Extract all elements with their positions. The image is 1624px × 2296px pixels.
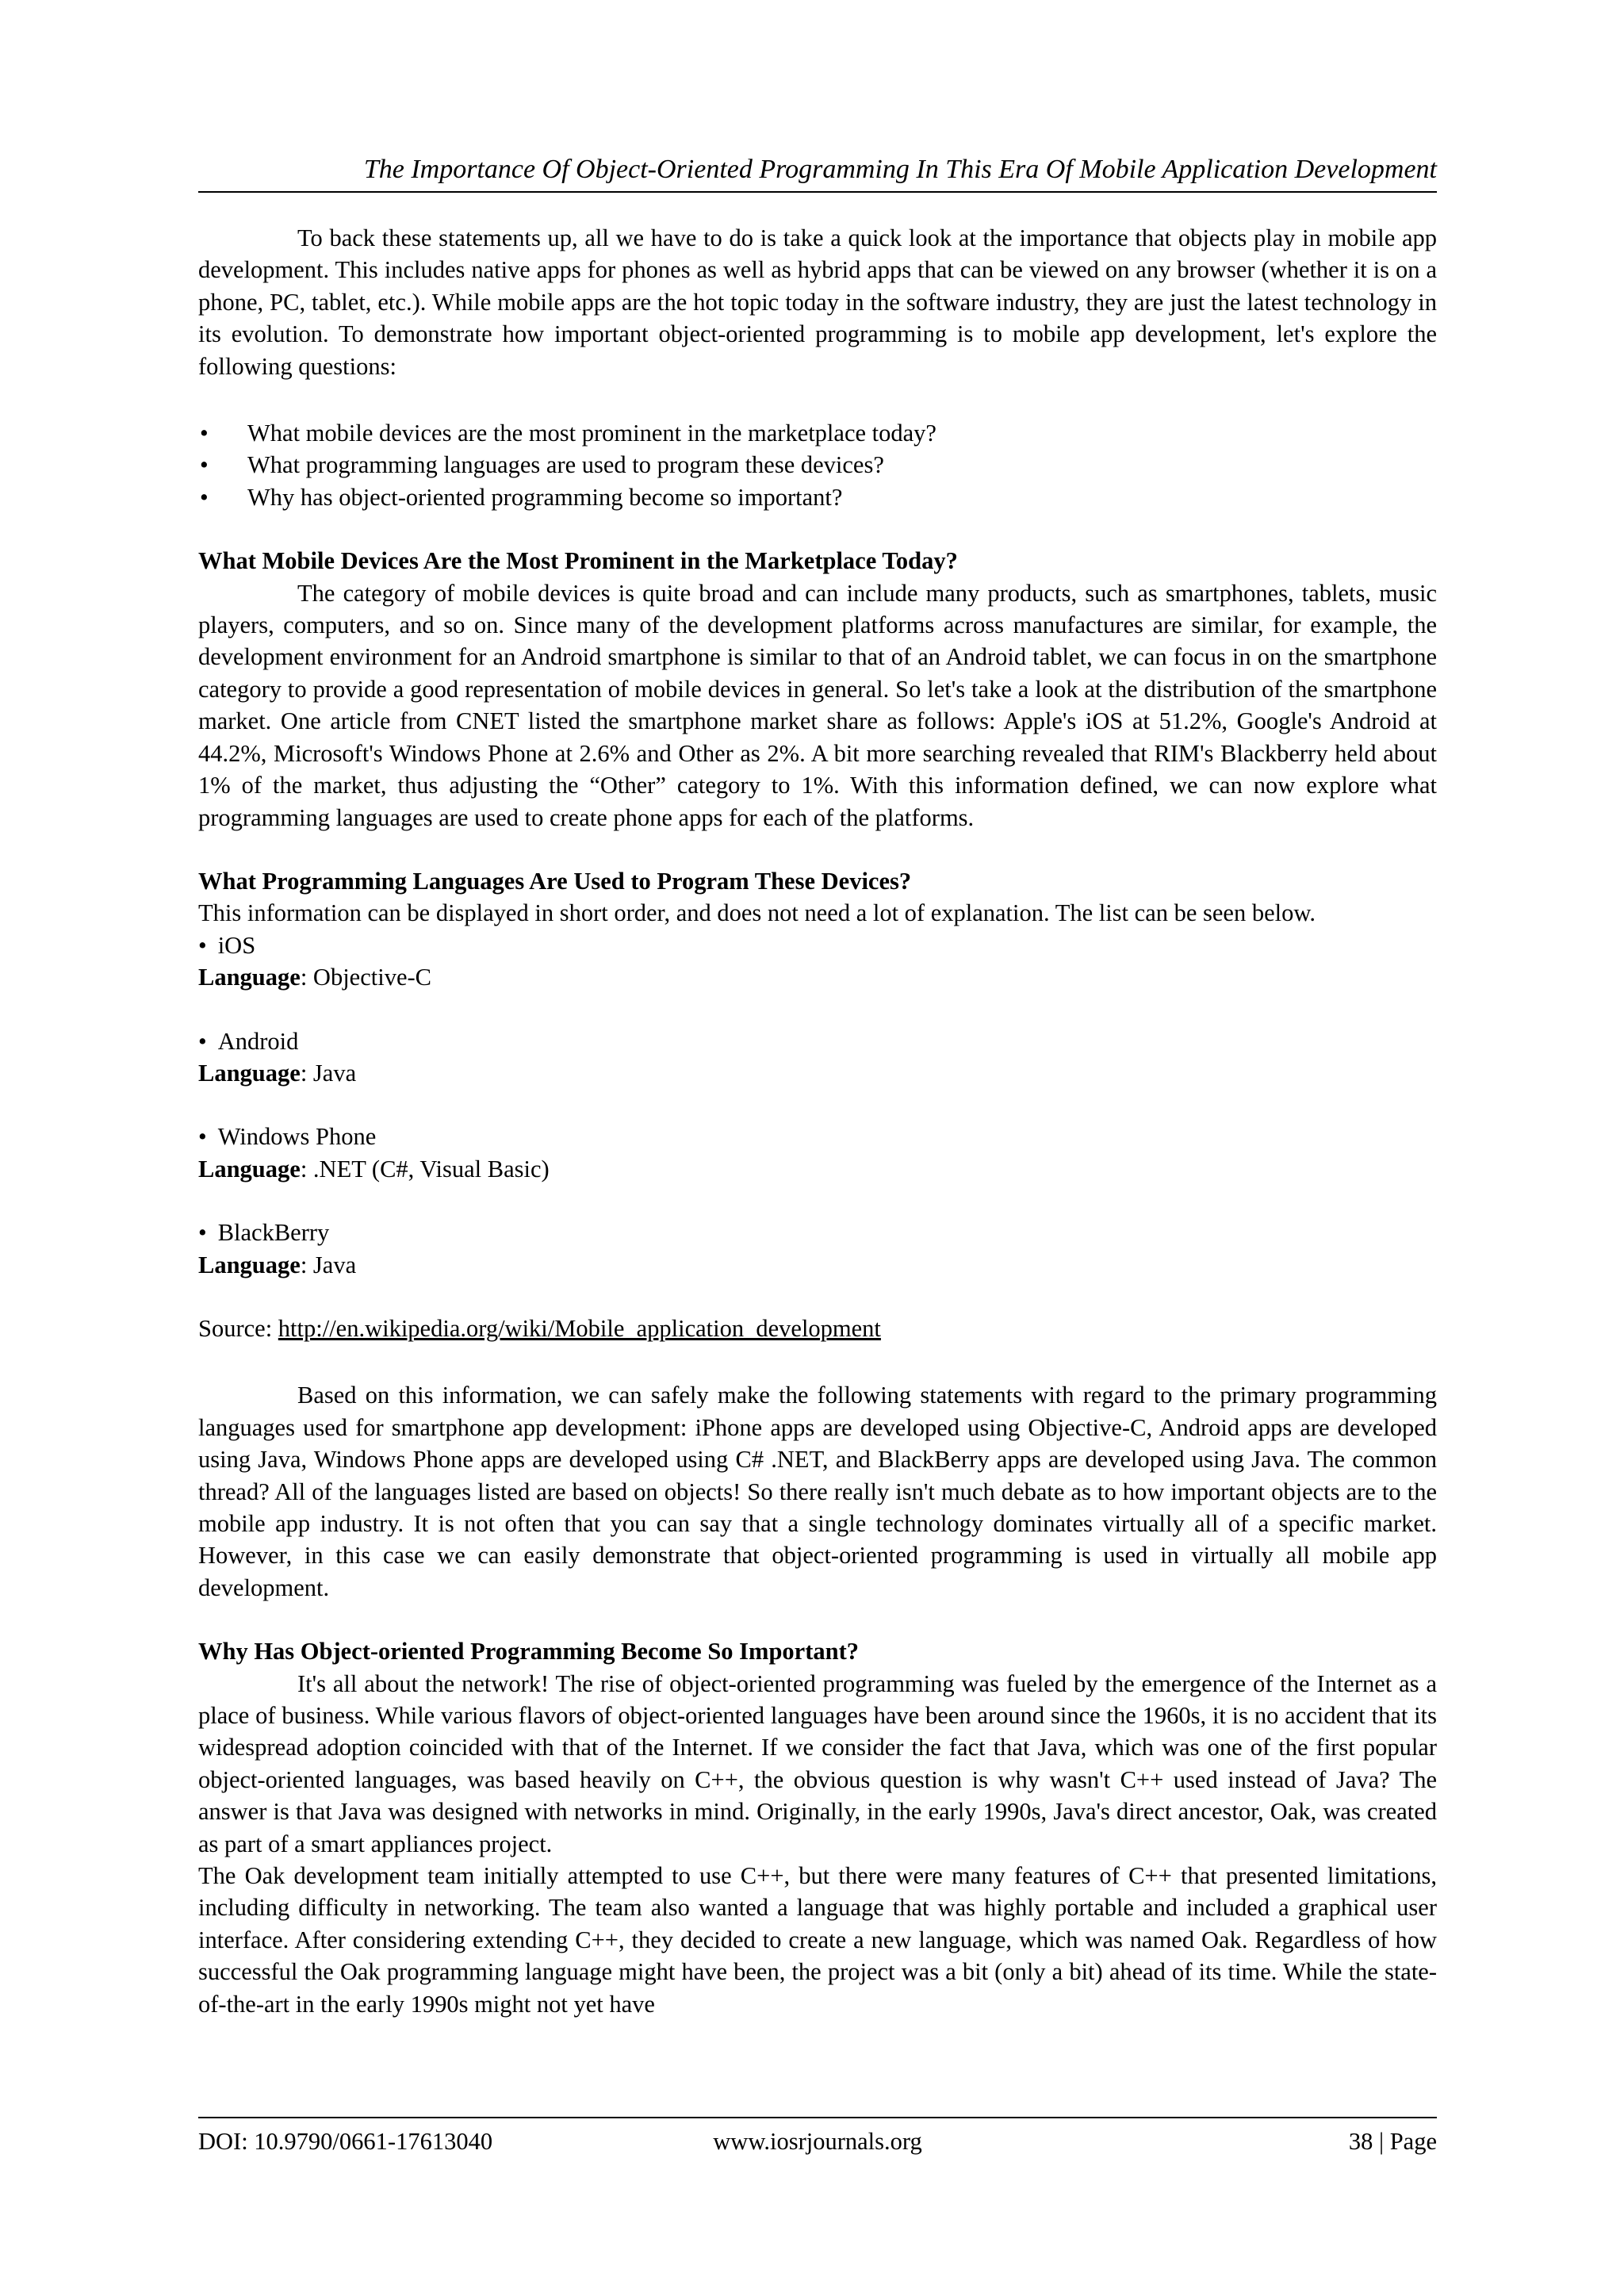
importance-paragraph-2: The Oak development team initially attempted to use C++, but there were many features of C++ that presented limitations, including difficulty in networking. The team also wanted a language that was highly portable and included a graphical user interface. After considering extending C++, they decided to create a new language, which was named Oak. Regardless of how successful the Oak programming language might have been, the project was a bit (only a bit) ahead of its time. While the state-of-the-art in the early 1990s might not yet have <box>198 1862 1437 2018</box>
language-label: Language <box>198 1059 301 1087</box>
spacer <box>198 382 1437 417</box>
language-value: Objective-C <box>312 964 431 991</box>
source-label: Source: <box>198 1314 273 1342</box>
footer-doi: DOI: 10.9790/0661-17613040 <box>198 2128 493 2155</box>
bullet-icon: • <box>198 1027 207 1055</box>
language-label: Language <box>198 1251 301 1278</box>
bullet-icon: • <box>198 1219 207 1247</box>
spacer <box>198 834 1437 865</box>
platform-name: iOS <box>217 931 256 959</box>
platform-name: Android <box>217 1027 299 1055</box>
spacer <box>198 1344 1437 1379</box>
spacer <box>198 994 1437 1025</box>
running-header-title: The Importance Of Object-Oriented Programming In This Era Of Mobile Application Development <box>363 155 1437 184</box>
spacer <box>198 1604 1437 1635</box>
platform-entry: • iOS Language: Objective-C <box>198 931 431 991</box>
question-item: • Why has object-oriented programming become so important? <box>198 481 1437 513</box>
language-value: Java <box>312 1251 357 1278</box>
platform-entry: • Android Language: Java <box>198 1027 357 1087</box>
languages-intro: This information can be displayed in short order, and does not need a lot of explanation. The list can be seen below. <box>198 899 1316 927</box>
footer-rule <box>198 2117 1437 2118</box>
language-value: Java <box>312 1059 357 1087</box>
bullet-icon: • <box>198 1123 207 1151</box>
language-label: Language <box>198 1155 301 1182</box>
page-footer <box>198 2125 1437 2157</box>
platform-entry: • BlackBerry Language: Java <box>198 1219 357 1278</box>
platform-entry: • Windows Phone Language: .NET (C#, Visual Basic) <box>198 1123 550 1182</box>
section-heading-languages: What Programming Languages Are Used to Program These Devices? <box>198 867 912 895</box>
importance-paragraph-1: It's all about the network! The rise of object-oriented programming was fueled by the emergence of the Internet as a place of business. While various flavors of object-oriented languages have been around since the 1960s, it is no accident that its widespread adoption coincided with that of the Internet. If we consider the fact that Java, which was one of the first popular object-oriented languages, was based heavily on C++, the obvious question is why wasn't C++ used instead of Java? The answer is that Java was designed with networks in mind. Originally, in the early 1990s, Java's direct ancestor, Oak, was created as part of a smart appliances project. <box>198 1669 1437 1857</box>
platform-name: BlackBerry <box>217 1219 330 1247</box>
footer-page-number: 38 | Page <box>1348 2128 1437 2155</box>
spacer <box>198 1185 1437 1217</box>
bullet-icon: • <box>198 931 207 959</box>
page-body <box>198 222 1437 2020</box>
header-rule <box>198 191 1437 193</box>
platform-name: Windows Phone <box>217 1123 377 1151</box>
languages-conclusion-paragraph: Based on this information, we can safely make the following statements with regard to the primary programming languages used for smartphone app development: iPhone apps are developed using Objective-C, Android apps are developed using Java, Windows Phone apps are developed using C# .NET, and BlackBerry apps are developed using Java. The common thread? All of the languages listed are based on objects! So there really isn't much debate as to how important objects are to the mobile app industry. It is not often that you can say that a single technology dominates virtually all of a specific market. However, in this case we can easily demonstrate that object-oriented programming is used in virtually all mobile app development. <box>198 1382 1437 1601</box>
section-heading-devices: What Mobile Devices Are the Most Prominent in the Marketplace Today? <box>198 547 958 575</box>
questions-list <box>198 417 1437 513</box>
spacer <box>198 1281 1437 1313</box>
question-item: • What programming languages are used to program these devices? <box>198 449 1437 481</box>
language-value: .NET (C#, Visual Basic) <box>312 1155 550 1182</box>
section-heading-importance: Why Has Object-oriented Programming Become So Important? <box>198 1638 859 1665</box>
devices-paragraph: The category of mobile devices is quite broad and can include many products, such as smartphones, tablets, music players, computers, and so on. Since many of the development platforms across manufactures are similar, for example, the development environment for an Android smartphone is similar to that of an Android tablet, we can focus in on the smartphone category to provide a good representation of mobile devices in general. So let's take a look at the distribution of the smartphone market. One article from CNET listed the smartphone market share as follows: Apple's iOS at 51.2%, Google's Android at 44.2%, Microsoft's Windows Phone at 2.6% and Other as 2%. A bit more searching revealed that RIM's Blackberry held about 1% of the market, thus adjusting the “Other” category to 1%. With this information defined, we can now explore what programming languages are used to create phone apps for each of the platforms. <box>198 579 1437 831</box>
spacer <box>198 513 1437 545</box>
source-line <box>198 1313 1437 1344</box>
question-item: • What mobile devices are the most prominent in the marketplace today? <box>198 417 1437 449</box>
language-label: Language <box>198 964 301 991</box>
source-link[interactable]: http://en.wikipedia.org/wiki/Mobile_application_development <box>278 1314 881 1342</box>
footer-website: www.iosrjournals.org <box>713 2128 922 2155</box>
intro-paragraph: To back these statements up, all we have to do is take a quick look at the importance that objects play in mobile app development. This includes native apps for phones as well as hybrid apps that can be viewed on any browser (whether it is on a phone, PC, tablet, etc.). While mobile apps are the hot topic today in the software industry, they are just the latest technology in its evolution. To demonstrate how important object-oriented programming is to mobile app development, let's explore the following questions: <box>198 224 1437 380</box>
spacer <box>198 1089 1437 1121</box>
